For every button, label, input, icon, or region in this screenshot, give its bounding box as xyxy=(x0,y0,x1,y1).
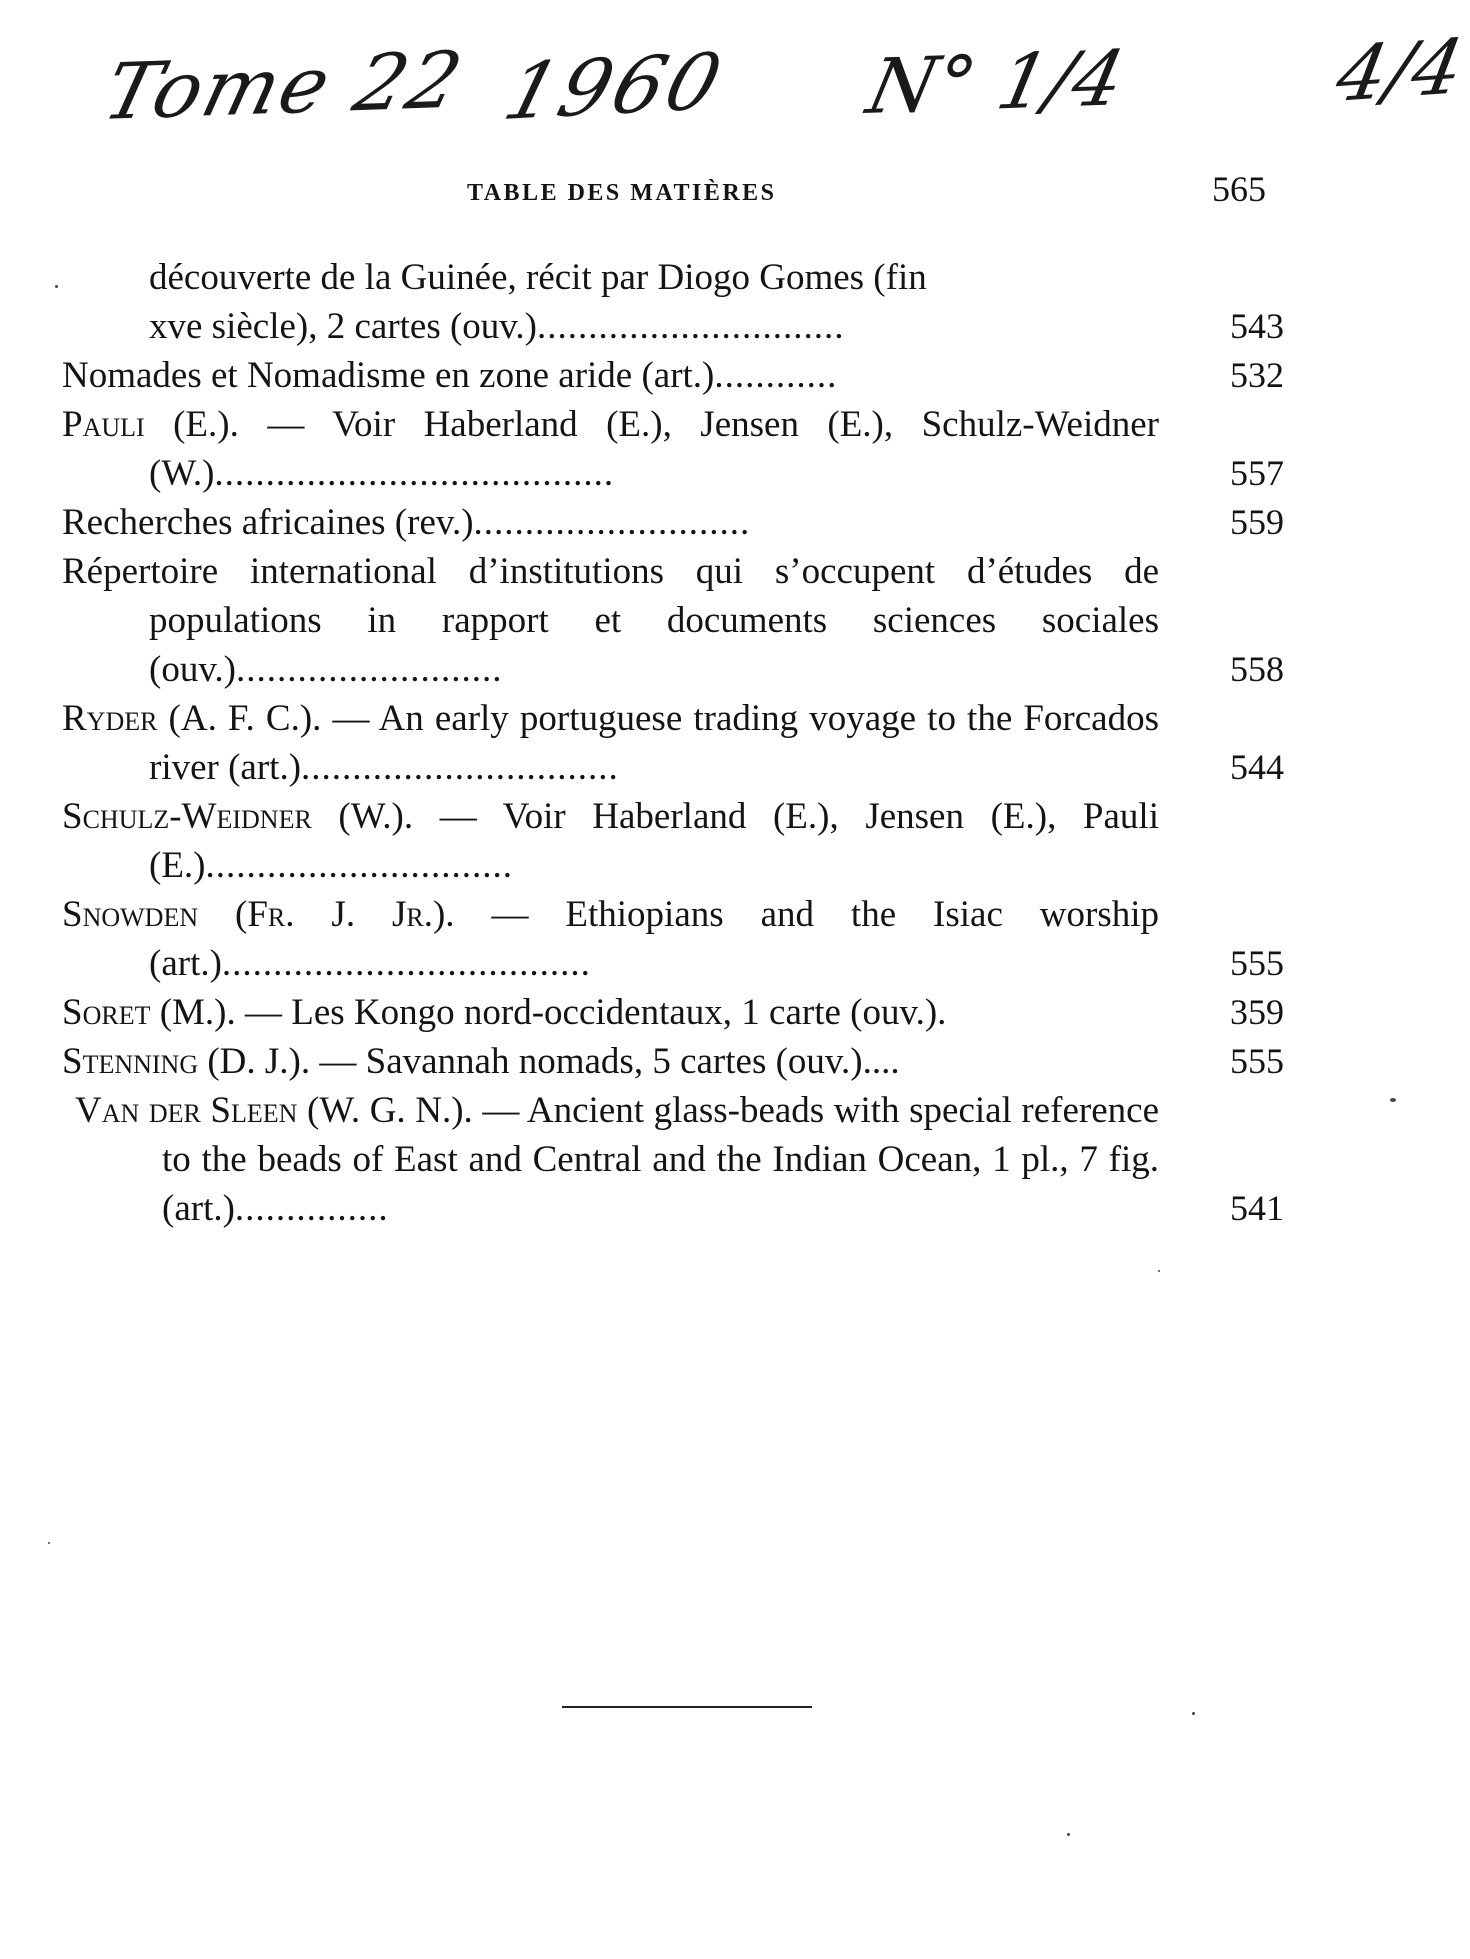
dot-leader: .......................... xyxy=(236,649,503,690)
toc-entry-text-leader xyxy=(62,351,1159,400)
toc-entry-author: Schulz-Weidner (W.). xyxy=(62,796,414,837)
toc-entry-text: — Voir Haberland (E.), Jensen (E.), Pauli (E.) xyxy=(149,796,1159,886)
toc-entry-text-leader xyxy=(62,547,1159,694)
toc-entry-author: Snowden (Fr. J. Jr.). xyxy=(62,894,455,935)
toc-entry-text-leader xyxy=(62,1037,1159,1086)
dot-leader: .............................. xyxy=(205,845,513,886)
scan-speck xyxy=(1158,1270,1160,1272)
toc-entry-text: — Les Kongo nord-occidentaux, 1 carte (ouv.). xyxy=(245,992,947,1033)
running-head-title: TABLE DES MATIÈRES xyxy=(467,180,777,206)
toc-entry-text: — An early portuguese trading voyage to the Forcados river (art.) xyxy=(149,698,1159,788)
handwritten-volume: Tome 22 xyxy=(95,35,473,138)
toc-entry-text-leader xyxy=(62,302,1159,351)
toc-entry-text-leader xyxy=(62,988,1159,1037)
handwritten-corner-note: 4/4 xyxy=(1330,21,1470,120)
toc-entry-author: Ryder (A. F. C.). xyxy=(62,698,322,739)
toc-entry-text-leader xyxy=(62,498,1159,547)
toc-entry-text: — Savannah nomads, 5 cartes (ouv.).... xyxy=(319,1041,900,1082)
toc-entry-page: 555 xyxy=(1230,1041,1284,1081)
toc-entry-text: découverte de la Guinée, récit par Diogo Gomes (fin xyxy=(149,257,927,298)
toc-entry xyxy=(62,302,1292,351)
toc-entry-page: 543 xyxy=(1230,306,1284,346)
scan-speck xyxy=(1390,1098,1396,1102)
toc-entry-page: 544 xyxy=(1230,747,1284,787)
toc-entry-author: Van der Sleen (W. G. N.). xyxy=(75,1090,473,1131)
toc-entry-page: 558 xyxy=(1230,649,1284,689)
dot-leader: ....................................... xyxy=(214,453,615,494)
toc-entry-page: 557 xyxy=(1230,453,1284,493)
dot-leader: ............... xyxy=(234,1188,389,1229)
closing-rule xyxy=(562,1706,812,1708)
toc-entry xyxy=(62,694,1292,792)
toc-entry xyxy=(62,498,1292,547)
toc-entry xyxy=(62,253,1292,302)
toc-entry-author: Stenning (D. J.). xyxy=(62,1041,311,1082)
toc-entry-text-leader xyxy=(62,890,1159,988)
toc-entry-text: Nomades et Nomadisme en zone aride (art.) xyxy=(62,355,715,396)
toc-entry xyxy=(62,400,1292,498)
toc-entry-text: xve siècle), 2 cartes (ouv.) xyxy=(149,306,537,347)
scan-speck xyxy=(55,285,58,288)
running-head-page-number: 565 xyxy=(1212,169,1266,209)
toc-entry-text-leader xyxy=(62,694,1159,792)
toc-entry-text: Recherches africaines (rev.) xyxy=(62,502,474,543)
toc-entry-author: Pauli (E.). xyxy=(62,404,239,445)
toc-entry-author: Soret (M.). xyxy=(62,992,236,1033)
toc-entry xyxy=(62,547,1292,694)
toc-entry xyxy=(62,1037,1292,1086)
toc-entry xyxy=(62,890,1292,988)
toc-entry xyxy=(62,351,1292,400)
toc-entry-page: 555 xyxy=(1230,943,1284,983)
dot-leader: ............................... xyxy=(301,747,619,788)
scan-speck xyxy=(1067,1833,1070,1836)
toc-entry-page: 359 xyxy=(1230,992,1284,1032)
toc-entry-text-leader xyxy=(62,1086,1159,1233)
scan-speck xyxy=(1192,1712,1195,1715)
dot-leader: ........................... xyxy=(473,502,751,543)
toc-entry-text: — Ethiopians and the Isiac worship (art.) xyxy=(149,894,1160,984)
table-of-contents xyxy=(62,253,1292,1233)
dot-leader: ............ xyxy=(714,355,838,396)
toc-entry xyxy=(62,988,1292,1037)
toc-entry-text: — Voir Haberland (E.), Jensen (E.), Schulz-Weidner (W.) xyxy=(149,404,1160,494)
toc-entry xyxy=(62,792,1292,890)
toc-entry-page: 541 xyxy=(1230,1188,1284,1228)
dot-leader: .................................... xyxy=(221,943,591,984)
toc-entry-text: Répertoire international d’institutions qui s’occupent d’études de populations in rapport et documents sciences sociales (ouv.) xyxy=(62,551,1159,690)
toc-entry-text-leader xyxy=(62,400,1159,498)
scan-speck xyxy=(48,1542,50,1544)
handwritten-issue-number: N° 1/4 xyxy=(860,33,1133,132)
handwritten-year: 1960 xyxy=(495,37,734,138)
toc-entry-page: 532 xyxy=(1230,355,1284,395)
toc-entry-text: — Ancient glass-beads with special reference to the beads of East and Central and the Indian Ocean, 1 pl., 7 fig. (art.) xyxy=(162,1090,1160,1229)
dot-leader: .............................. xyxy=(536,306,845,347)
toc-entry-text-leader xyxy=(62,792,1159,890)
toc-entry-page: 559 xyxy=(1230,502,1284,542)
toc-entry xyxy=(62,1086,1292,1233)
